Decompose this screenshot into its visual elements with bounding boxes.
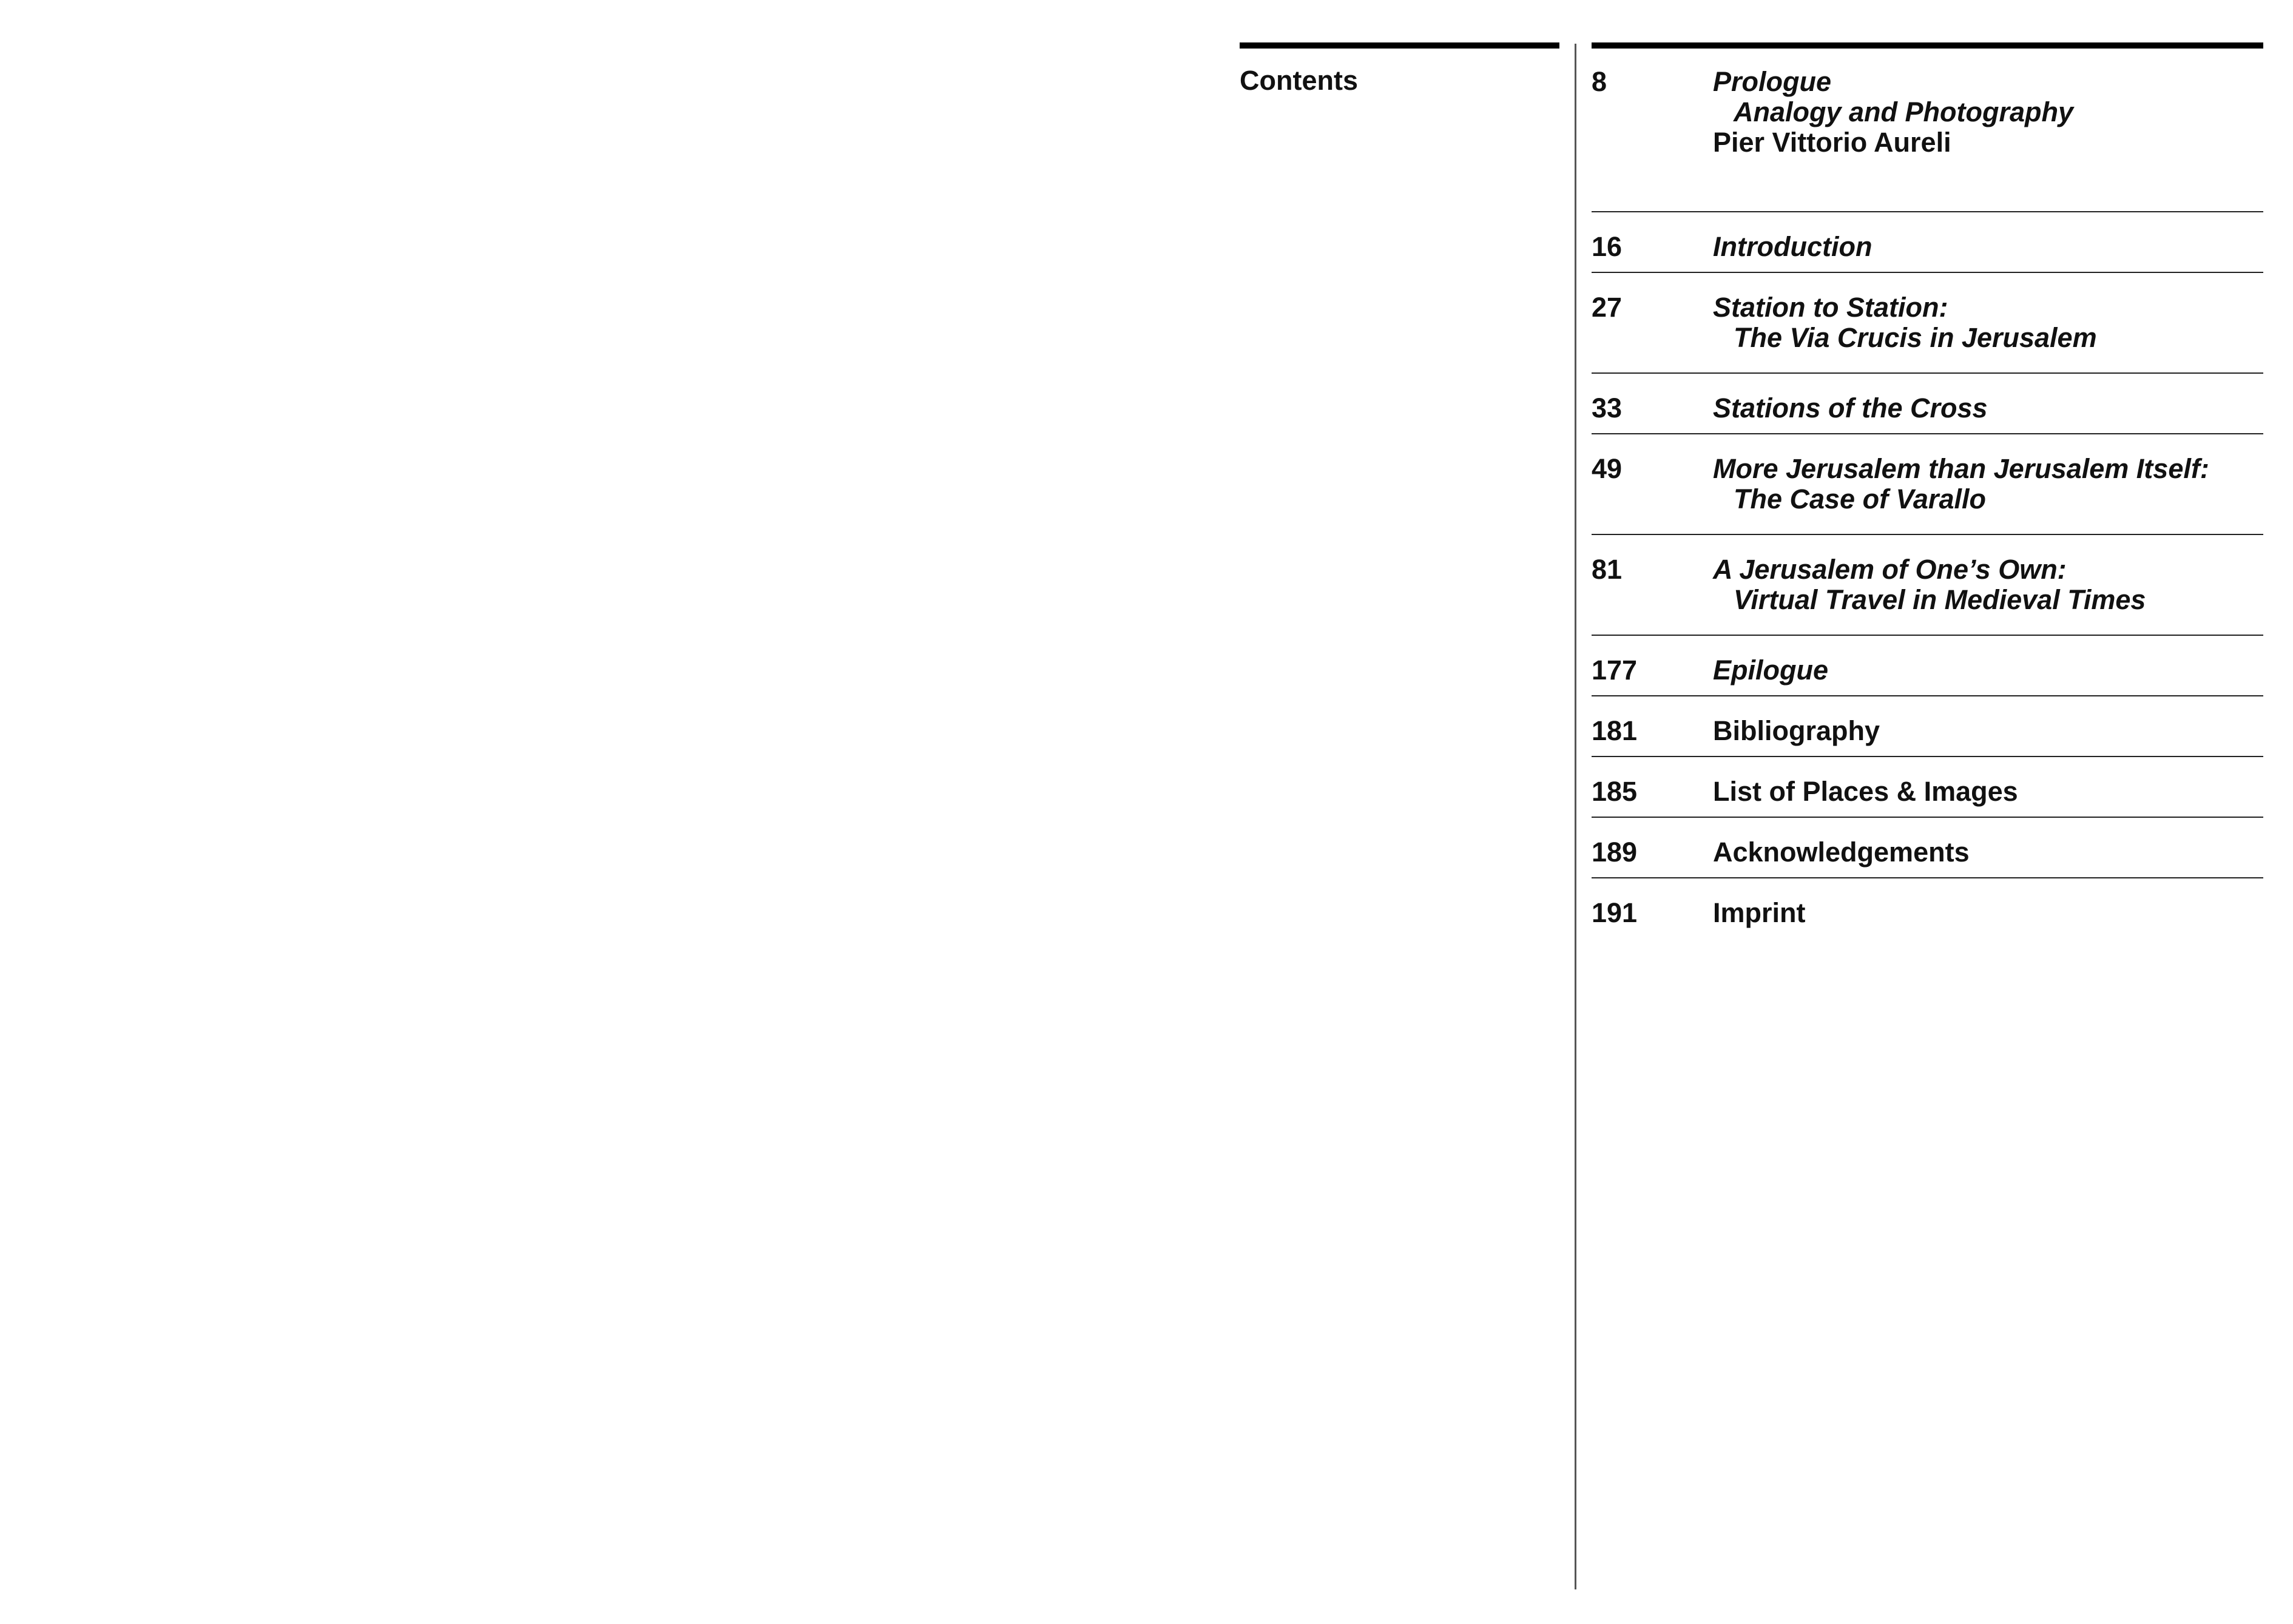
toc-entry-text [1713,454,2263,514]
toc-page-number: 191 [1592,897,1638,928]
toc-entry[interactable] [1592,372,2263,433]
toc-page-number: 189 [1592,837,1638,868]
toc-page-number: 16 [1592,231,1623,262]
toc-entry-text [1713,837,2263,868]
toc-page-number: 33 [1592,393,1623,423]
toc-entry-text [1713,232,2263,262]
toc-list [1592,49,2263,938]
toc-page-number: 49 [1592,453,1623,484]
toc-title: Stations of the Cross [1713,393,1988,423]
toc-entry[interactable] [1592,635,2263,695]
toc-subtitle: The Via Crucis in Jerusalem [1734,322,2097,353]
toc-title: Station to Station: [1713,292,1948,323]
toc-column [1592,42,2263,938]
toc-entry[interactable] [1592,756,2263,817]
toc-title: Acknowledgements [1713,837,1970,868]
toc-title: Prologue [1713,66,1832,97]
contents-heading: Contents [1240,65,1358,96]
toc-entry[interactable] [1592,49,2263,211]
toc-title: A Jerusalem of One’s Own: [1713,554,2067,585]
toc-title: Imprint [1713,897,1806,928]
toc-title: Epilogue [1713,655,1828,686]
toc-page-number: 81 [1592,554,1623,585]
toc-entry-text [1713,393,2263,423]
toc-title: List of Places & Images [1713,776,2018,807]
column-divider [1575,44,1576,1589]
toc-entry[interactable] [1592,272,2263,372]
toc-entry[interactable] [1592,817,2263,877]
toc-page-number: 8 [1592,66,1607,97]
toc-top-rule [1592,42,2263,49]
toc-entry[interactable] [1592,695,2263,756]
toc-page-number: 185 [1592,776,1638,807]
toc-entry-text [1713,292,2263,353]
toc-page-number: 181 [1592,715,1638,746]
toc-author: Pier Vittorio Aureli [1713,127,1951,158]
contents-column [1240,42,1559,96]
toc-subtitle: Virtual Travel in Medieval Times [1734,584,2146,615]
toc-entry-text [1713,67,2263,158]
toc-entry-text [1713,777,2263,807]
toc-subtitle: The Case of Varallo [1734,483,1986,514]
toc-subtitle: Analogy and Photography [1734,96,2074,127]
toc-entry[interactable] [1592,534,2263,635]
toc-page-number: 27 [1592,292,1623,323]
contents-top-rule [1240,42,1559,49]
toc-title: More Jerusalem than Jerusalem Itself: [1713,453,2209,484]
toc-entry[interactable] [1592,433,2263,534]
toc-page-number: 177 [1592,655,1638,686]
toc-entry-text [1713,655,2263,686]
toc-title: Bibliography [1713,715,1880,746]
toc-entry[interactable] [1592,877,2263,938]
toc-entry-text [1713,554,2263,615]
toc-entry-text [1713,898,2263,928]
toc-entry-text [1713,716,2263,746]
toc-entry[interactable] [1592,211,2263,272]
toc-title: Introduction [1713,231,1873,262]
